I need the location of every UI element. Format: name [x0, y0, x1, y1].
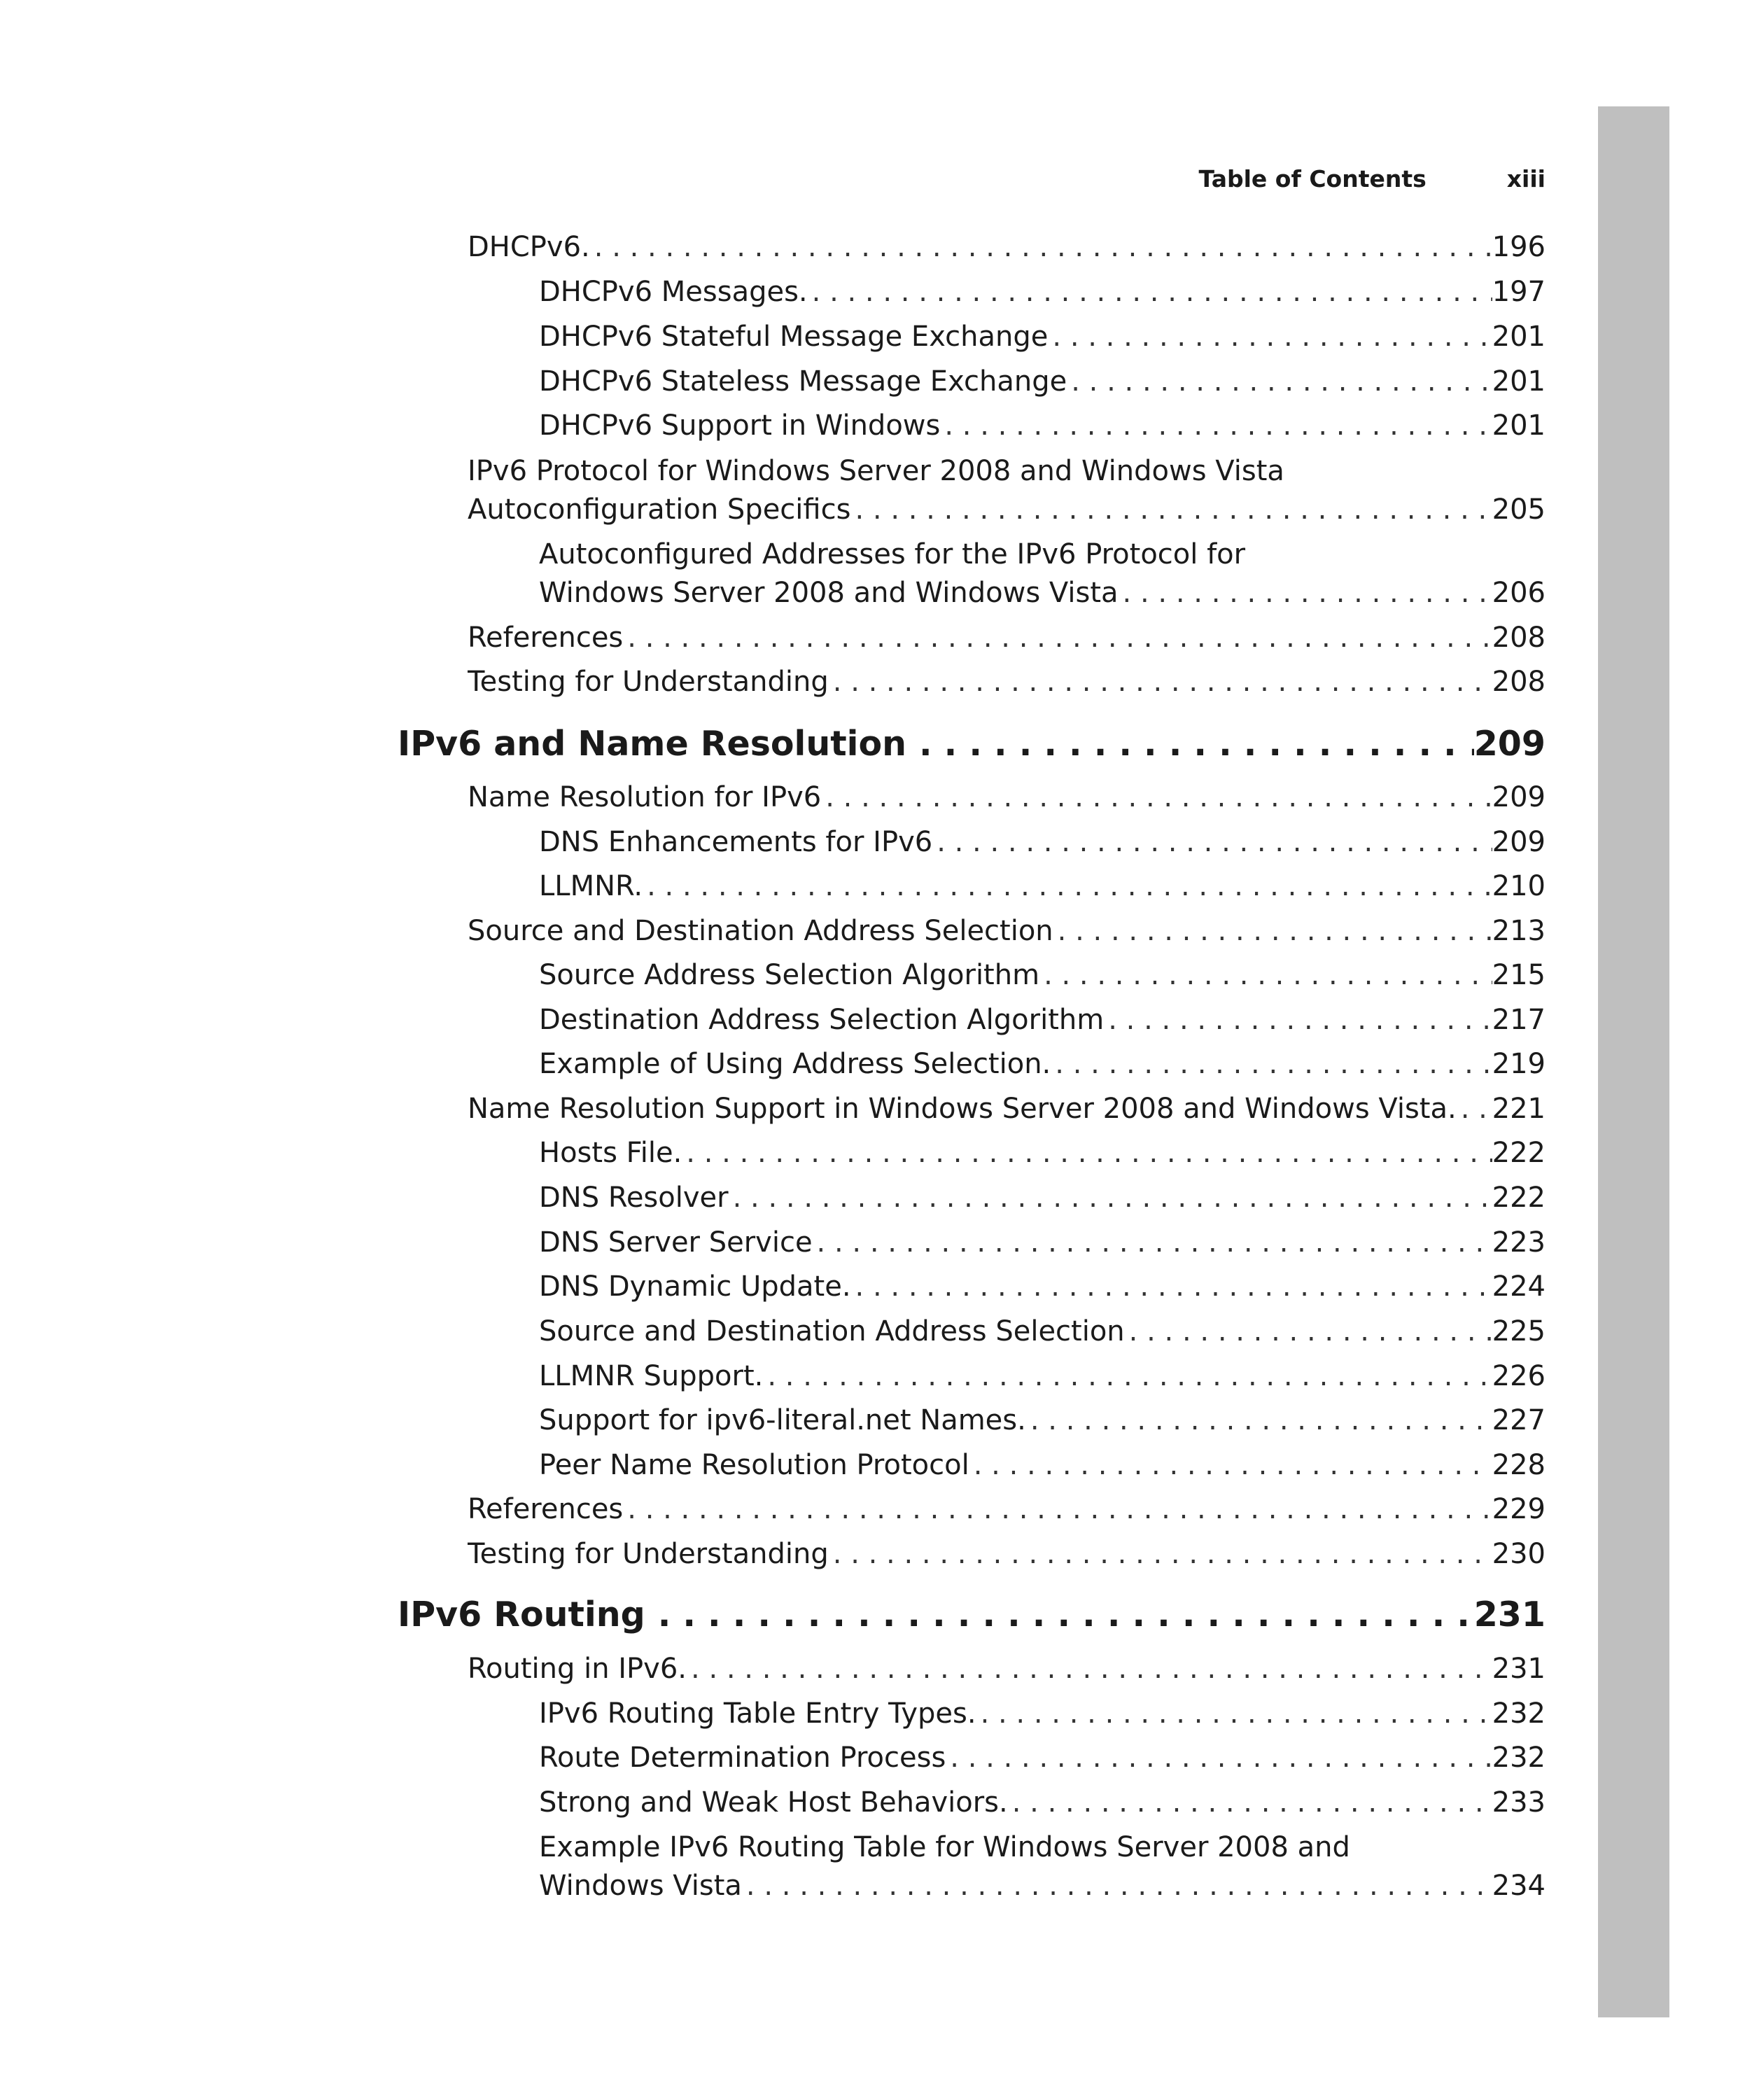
toc-entry-testing[interactable] [468, 663, 1546, 701]
dot-leader [808, 273, 1492, 312]
toc-entry-title-line1: Autoconfigured Addresses for the IPv6 Protocol for [539, 538, 1246, 570]
dot-leader [1457, 1090, 1492, 1128]
toc-entry[interactable] [539, 956, 1546, 995]
toc-entry-page: 208 [1492, 622, 1546, 654]
toc-entry-page: 222 [1492, 1182, 1546, 1214]
dot-leader [763, 1357, 1492, 1396]
toc-entry-title: Peer Name Resolution Protocol [539, 1449, 969, 1481]
toc-entry-title: Source Address Selection Algorithm [539, 959, 1040, 991]
dot-leader [976, 1695, 1492, 1733]
toc-entry[interactable] [539, 1001, 1546, 1040]
toc-entry-title: DHCPv6 Support in Windows [539, 410, 941, 442]
toc-entry-autoconfiguration-specifics[interactable] [468, 491, 1546, 529]
toc-entry[interactable] [539, 1357, 1546, 1396]
dot-leader [850, 491, 1492, 529]
toc-entry-page: 226 [1492, 1360, 1546, 1392]
toc-entry-title: Source and Destination Address Selection [468, 915, 1053, 947]
dot-leader [906, 721, 1474, 766]
dot-leader [1048, 318, 1492, 356]
toc-entry-dhcpv6-messages[interactable] [539, 273, 1546, 312]
toc-entry[interactable] [468, 1090, 1546, 1128]
toc-entry-page: 227 [1492, 1404, 1546, 1436]
toc-entry-title-line1: Example IPv6 Routing Table for Windows Server 2008 and [539, 1831, 1350, 1863]
running-head-title: Table of Contents [1198, 165, 1427, 192]
toc-entry[interactable] [539, 1739, 1546, 1777]
toc-entry-title: Routing in IPv6. [468, 1653, 687, 1685]
toc-entry[interactable] [539, 1695, 1546, 1733]
toc-entry-page: 210 [1492, 870, 1546, 902]
running-head-page-number: xiii [1506, 165, 1546, 192]
dot-leader [687, 1650, 1492, 1688]
toc-entry-title: References [468, 622, 624, 654]
dot-leader [1039, 956, 1492, 995]
toc-entry-page: 206 [1492, 577, 1546, 609]
dot-leader [623, 619, 1492, 657]
dot-leader [1008, 1784, 1492, 1822]
toc-entry-page: 228 [1492, 1449, 1546, 1481]
toc-entry-page: 230 [1492, 1538, 1546, 1570]
toc-entry[interactable] [539, 823, 1546, 862]
toc-entry[interactable] [539, 1401, 1546, 1440]
toc-entry-page: 234 [1492, 1870, 1546, 1902]
toc-entry-title: Destination Address Selection Algorithm [539, 1004, 1105, 1036]
dot-leader [1053, 912, 1492, 951]
toc-entry-page: 213 [1492, 915, 1546, 947]
toc-entry-title: Autoconfiguration Specifics [468, 493, 851, 526]
toc-entry-title: DNS Enhancements for IPv6 [539, 826, 933, 858]
toc-entry-title: Strong and Weak Host Behaviors. [539, 1786, 1008, 1819]
toc-entry-page: 217 [1492, 1004, 1546, 1036]
toc-entry[interactable] [539, 1268, 1546, 1306]
toc-entry-page: 201 [1492, 321, 1546, 353]
dot-leader [969, 1446, 1492, 1485]
toc-entry-title: Name Resolution Support in Windows Server 2008 and Windows Vista. [468, 1093, 1457, 1125]
toc-entry-page: 232 [1492, 1698, 1546, 1730]
toc-entry-references[interactable] [468, 619, 1546, 657]
toc-entry-title: Testing for Understanding [468, 666, 829, 698]
toc-entry-page: 224 [1492, 1270, 1546, 1303]
toc-entry[interactable] [539, 1312, 1546, 1351]
toc-entry-page: 208 [1492, 666, 1546, 698]
dot-leader [742, 1867, 1492, 1905]
toc-entry-autoconfigured-addresses[interactable] [539, 574, 1546, 612]
dot-leader [1067, 363, 1492, 401]
dot-leader [682, 1134, 1492, 1172]
toc-entry-page: 205 [1492, 493, 1546, 526]
chapter-page: 231 [1473, 1595, 1546, 1634]
toc-entry-page: 223 [1492, 1226, 1546, 1259]
toc-entry-page: 196 [1492, 231, 1546, 263]
toc-entry-title: Windows Server 2008 and Windows Vista [539, 577, 1119, 609]
dot-leader [940, 407, 1492, 445]
toc-entry-title: DNS Server Service [539, 1226, 813, 1259]
dot-leader [1125, 1312, 1492, 1351]
toc-entry-page: 219 [1492, 1048, 1546, 1080]
toc-entry[interactable] [539, 1179, 1546, 1217]
toc-entry-page: 209 [1492, 781, 1546, 813]
toc-entry-title: DNS Dynamic Update. [539, 1270, 851, 1303]
toc-entry-page: 232 [1492, 1742, 1546, 1774]
toc-entry-page: 215 [1492, 959, 1546, 991]
toc-entry[interactable] [539, 1224, 1546, 1262]
dot-leader [1026, 1401, 1492, 1440]
chapter-title: IPv6 Routing [398, 1595, 645, 1634]
dot-leader [590, 228, 1492, 267]
dot-leader [946, 1739, 1492, 1777]
dot-leader [1119, 574, 1492, 612]
toc-entry-page: 201 [1492, 410, 1546, 442]
toc-entry-page: 222 [1492, 1137, 1546, 1169]
toc-entry[interactable] [468, 778, 1546, 817]
toc-entry-title: References [468, 1493, 624, 1525]
toc-entry-page: 221 [1492, 1093, 1546, 1125]
dot-leader [1051, 1045, 1492, 1084]
toc-entry[interactable] [468, 912, 1546, 951]
toc-entry-title: Name Resolution for IPv6 [468, 781, 822, 813]
toc-entry[interactable] [539, 1446, 1546, 1485]
toc-entry[interactable] [468, 1650, 1546, 1688]
dot-leader [829, 1535, 1492, 1574]
dot-leader [1104, 1001, 1492, 1040]
toc-entry-title: DHCPv6 Stateless Message Exchange [539, 365, 1067, 398]
toc-entry[interactable] [539, 867, 1546, 906]
dot-leader [729, 1179, 1492, 1217]
dot-leader [643, 867, 1492, 906]
chapter-page: 209 [1473, 724, 1546, 764]
toc-entry[interactable] [539, 1867, 1546, 1905]
toc-entry-title: DHCPv6. [468, 231, 590, 263]
toc-entry-title: Example of Using Address Selection. [539, 1048, 1051, 1080]
dot-leader [851, 1268, 1492, 1306]
toc-entry-page: 209 [1492, 826, 1546, 858]
toc-entry[interactable] [539, 1134, 1546, 1172]
toc-entry-title: Source and Destination Address Selection [539, 1315, 1125, 1348]
toc-entry[interactable] [468, 1490, 1546, 1529]
toc-entry-title: DNS Resolver [539, 1182, 729, 1214]
dot-leader [932, 823, 1492, 862]
toc-entry-title: DHCPv6 Stateful Message Exchange [539, 321, 1049, 353]
toc-entry-title: Support for ipv6-literal.net Names. [539, 1404, 1026, 1436]
toc-entry-page: 225 [1492, 1315, 1546, 1348]
toc-entry-page: 197 [1492, 276, 1546, 308]
toc-entry[interactable] [468, 1535, 1546, 1574]
toc-entry-title: Testing for Understanding [468, 1538, 829, 1570]
toc-entry-title: LLMNR Support. [539, 1360, 764, 1392]
chapter-title: IPv6 and Name Resolution [398, 724, 906, 764]
dot-leader [813, 1224, 1492, 1262]
chapter-heading-9[interactable] [398, 721, 1546, 766]
toc-entry[interactable] [539, 1784, 1546, 1822]
chapter-heading-10[interactable] [398, 1592, 1546, 1637]
toc-entry-dhcpv6-support[interactable] [539, 407, 1546, 445]
dot-leader [645, 1592, 1474, 1637]
toc-entry-title: IPv6 Routing Table Entry Types. [539, 1698, 976, 1730]
toc-entry-dhcpv6-stateful[interactable] [539, 318, 1546, 356]
toc-entry-page: 231 [1492, 1653, 1546, 1685]
toc-entry-title: LLMNR. [539, 870, 643, 902]
toc-entry-page: 201 [1492, 365, 1546, 398]
toc-entry-dhcpv6[interactable] [468, 228, 1546, 267]
dot-leader [821, 778, 1492, 817]
toc-entry-page: 229 [1492, 1493, 1546, 1525]
toc-entry-title: Hosts File. [539, 1137, 682, 1169]
toc-entry-dhcpv6-stateless[interactable] [539, 363, 1546, 401]
dot-leader [623, 1490, 1492, 1529]
toc-entry-title: Route Determination Process [539, 1742, 946, 1774]
toc-entry-page: 233 [1492, 1786, 1546, 1819]
toc-entry[interactable] [539, 1045, 1546, 1084]
dot-leader [829, 663, 1492, 701]
toc-entry-title: DHCPv6 Messages. [539, 276, 808, 308]
toc-entry-title-line1: IPv6 Protocol for Windows Server 2008 and Windows Vista [468, 455, 1284, 487]
toc-entry-title: Windows Vista [539, 1870, 742, 1902]
